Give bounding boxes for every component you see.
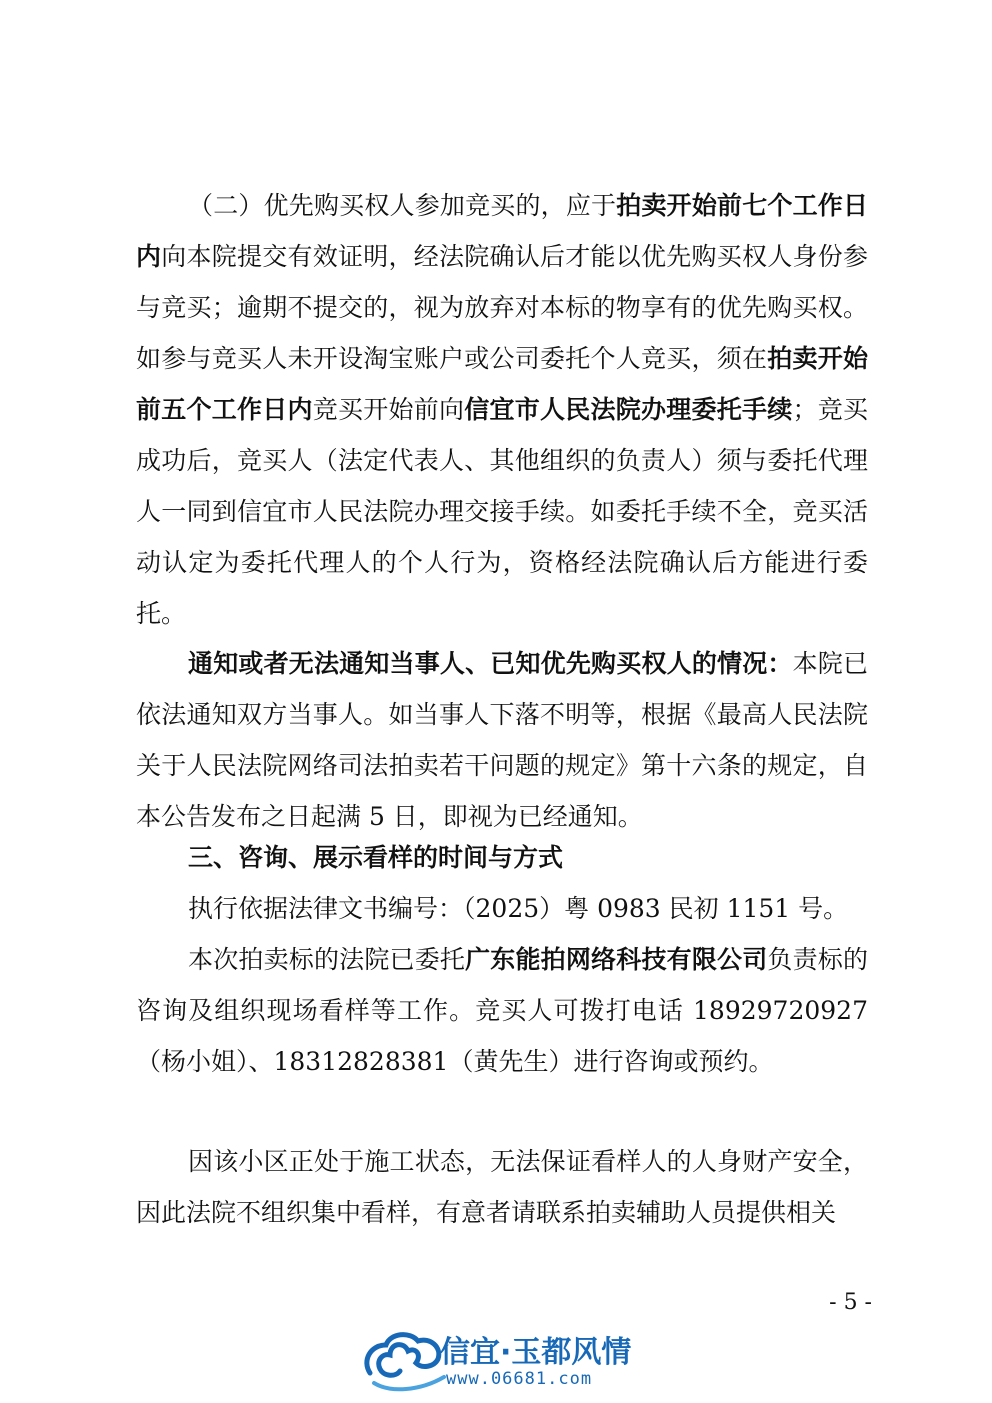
bold-company-name: 广东能拍网络科技有限公司 [465, 945, 768, 974]
text-run: 本次拍卖标的法院已委托 [188, 945, 466, 974]
paragraph-notification [136, 638, 868, 842]
paragraph-consultation [136, 934, 868, 1087]
text-run: 竞买开始前向 [312, 395, 465, 424]
bold-deadline-seven-days: 拍卖开始前七个工作日内 [136, 191, 868, 271]
text-run: （二）优先购买权人参加竞买的，应于 [188, 191, 617, 220]
bold-notification-heading: 通知或者无法通知当事人、已知优先购买权人的情况： [188, 649, 793, 678]
watermark-url: www.06681.com [446, 1369, 593, 1389]
text-run: 负责标的咨询及组织现场看样等工作。竞买人可拨打电话 18929720927（杨小姐）、18312828381（黄先生）进行咨询或预约。 [136, 945, 868, 1076]
text-run: 向本院提交有效证明，经法院确认后才能以优先购买权人身份参与竞买；逾期不提交的，视为放弃对本标的物享有的优先购买权。如参与竞买人未开设淘宝账户或公司委托个人竞买，须在 [136, 242, 868, 373]
page-number: - 5 - [829, 1290, 872, 1315]
paragraph-legal-document-number: 执行依据法律文书编号：（2025）粤 0983 民初 1151 号。 [188, 894, 849, 923]
bold-court-procedure: 信宜市人民法院办理委托手续 [464, 395, 793, 424]
cloud-swirl-icon [360, 1325, 450, 1397]
text-run: ；竞买成功后，竞买人（法定代表人、其他组织的负责人）须与委托代理人一同到信宜市人民法院办理交接手续。如委托手续不全，竞买活动认定为委托代理人的个人行为，资格经法院确认后方能进行委托。 [136, 395, 868, 628]
heading-text: 三、咨询、展示看样的时间与方式 [188, 843, 564, 872]
paragraph-preemption [136, 180, 868, 639]
text-run: 本院已依法通知双方当事人。如当事人下落不明等，根据《最高人民法院关于人民法院网络司法拍卖若干问题的规定》第十六条的规定，自本公告发布之日起满 5 日，即视为已经通知。 [136, 649, 868, 831]
watermark-logo [360, 1325, 640, 1400]
watermark-title: 信宜·玉都风情 [440, 1335, 632, 1370]
bold-deadline-five-days: 拍卖开始前五个工作日内 [136, 344, 868, 424]
section-heading-3 [136, 832, 868, 883]
paragraph-viewing: 因该小区正处于施工状态，无法保证看样人的人身财产安全，因此法院不组织集中看样，有意者请联系拍卖辅助人员提供相关 [136, 1147, 868, 1227]
